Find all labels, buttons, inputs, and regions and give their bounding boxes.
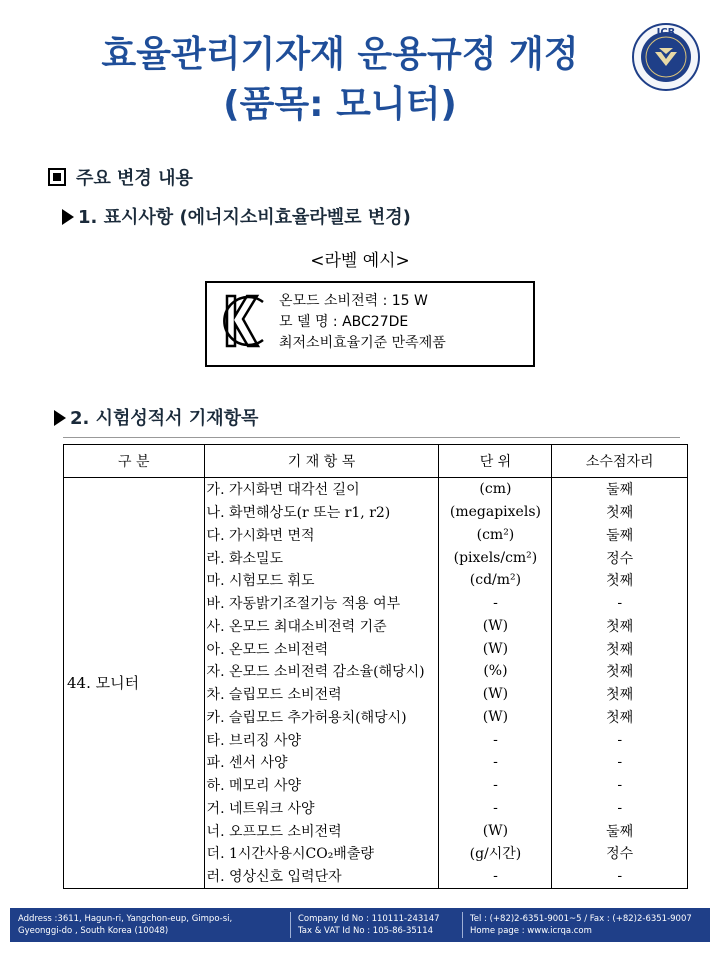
decimal-cell: 정수 <box>552 546 688 569</box>
decimal-cell: - <box>552 774 688 797</box>
unit-cell: (W) <box>439 706 552 729</box>
decimal-cell: - <box>552 865 688 888</box>
item-cell: 거. 네트워크 사양 <box>204 797 439 820</box>
decimal-cell: 첫째 <box>552 660 688 683</box>
decimal-cell: 둘째 <box>552 524 688 547</box>
item-cell: 바. 자동밝기조절기능 적용 여부 <box>204 592 439 615</box>
label-line-compliance: 최저소비효율기준 만족제품 <box>279 335 446 351</box>
decimal-cell: 첫째 <box>552 706 688 729</box>
decimal-cell: 정수 <box>552 842 688 865</box>
header-category: 구 분 <box>64 445 205 478</box>
unit-cell: (W) <box>439 615 552 638</box>
unit-cell: - <box>439 751 552 774</box>
energy-label-example <box>205 281 535 367</box>
unit-cell: (W) <box>439 683 552 706</box>
item-cell: 차. 슬립모드 소비전력 <box>204 683 439 706</box>
footer-divider <box>462 912 463 938</box>
unit-cell: (cd/m²) <box>439 569 552 592</box>
item-cell: 타. 브리징 사양 <box>204 728 439 751</box>
checkbox-square-icon <box>48 168 66 186</box>
decimal-cell: 둘째 <box>552 819 688 842</box>
logo-text: ICR <box>656 27 676 38</box>
decimal-cell: 첫째 <box>552 637 688 660</box>
footer-tel-fax: Tel : (+82)2-6351-9001~5 / Fax : (+82)2-6351-9007 <box>470 914 692 924</box>
label-line-model: 모 델 명 : ABC27DE <box>279 314 409 330</box>
item-cell: 아. 온모드 소비전력 <box>204 637 439 660</box>
unit-cell: (megapixels) <box>439 501 552 524</box>
triangle-bullet-icon <box>54 410 66 426</box>
item-cell: 카. 슬립모드 추가허용치(해당시) <box>204 706 439 729</box>
footer-homepage: Home page : www.icrqa.com <box>470 926 592 936</box>
decimal-cell: 첫째 <box>552 569 688 592</box>
decimal-cell: - <box>552 592 688 615</box>
section-2-label: 2. 시험성적서 기재항목 <box>70 408 259 429</box>
unit-cell: - <box>439 774 552 797</box>
divider <box>63 437 680 438</box>
table-row <box>64 478 688 501</box>
footer-company-id: Company Id No : 110111-243147 <box>298 914 440 924</box>
unit-cell: (cm²) <box>439 524 552 547</box>
item-cell: 러. 영상신호 입력단자 <box>204 865 439 888</box>
decimal-cell: 첫째 <box>552 615 688 638</box>
header-unit: 단 위 <box>439 445 552 478</box>
unit-cell: - <box>439 797 552 820</box>
item-cell: 다. 가시화면 면적 <box>204 524 439 547</box>
unit-cell: (%) <box>439 660 552 683</box>
header-item: 기 재 항 목 <box>204 445 439 478</box>
item-cell: 라. 화소밀도 <box>204 546 439 569</box>
item-cell: 마. 시험모드 휘도 <box>204 569 439 592</box>
triangle-bullet-icon <box>62 209 74 225</box>
table-header-row <box>64 445 688 478</box>
decimal-cell: - <box>552 751 688 774</box>
item-cell: 자. 온모드 소비전력 감소율(해당시) <box>204 660 439 683</box>
item-cell: 너. 오프모드 소비전력 <box>204 819 439 842</box>
test-report-items-table <box>63 444 688 889</box>
decimal-cell: - <box>552 728 688 751</box>
footer-divider <box>290 912 291 938</box>
header-decimal: 소수점자리 <box>552 445 688 478</box>
icr-logo-icon <box>631 22 701 92</box>
decimal-cell: 둘째 <box>552 478 688 501</box>
item-cell: 하. 메모리 사양 <box>204 774 439 797</box>
item-cell: 파. 센서 사양 <box>204 751 439 774</box>
title-line-1: 효율관리기자재 운용규정 개정 <box>101 34 579 75</box>
kc-mark-icon <box>221 292 267 352</box>
unit-cell: (g/시간) <box>439 842 552 865</box>
item-cell: 더. 1시간사용시CO₂배출량 <box>204 842 439 865</box>
item-cell: 사. 온모드 최대소비전력 기준 <box>204 615 439 638</box>
unit-cell: - <box>439 592 552 615</box>
decimal-cell: - <box>552 797 688 820</box>
footer <box>10 908 710 942</box>
title-line-2: (품목: 모니터) <box>223 84 457 125</box>
item-cell: 가. 가시화면 대각선 길이 <box>204 478 439 501</box>
section-main-label: 주요 변경 내용 <box>76 168 193 189</box>
unit-cell: (pixels/cm²) <box>439 546 552 569</box>
page-title <box>40 30 640 130</box>
unit-cell: (W) <box>439 637 552 660</box>
section-1-label: 1. 표시사항 (에너지소비효율라벨로 변경) <box>78 207 411 228</box>
section-1-heading <box>62 203 411 229</box>
unit-cell: - <box>439 865 552 888</box>
footer-address-2: Gyeonggi-do , South Korea (10048) <box>18 926 169 936</box>
decimal-cell: 첫째 <box>552 501 688 524</box>
item-cell: 나. 화면해상도(r 또는 r1, r2) <box>204 501 439 524</box>
footer-address-1: Address :3611, Hagun-ri, Yangchon-eup, Gimpo-si, <box>18 914 233 924</box>
unit-cell: (cm) <box>439 478 552 501</box>
section-main-heading <box>48 164 193 190</box>
decimal-cell: 첫째 <box>552 683 688 706</box>
section-2-heading <box>54 404 258 430</box>
label-line-power: 온모드 소비전력 : 15 W <box>279 293 428 309</box>
label-example-caption: <라벨 예시> <box>310 251 410 271</box>
unit-cell: - <box>439 728 552 751</box>
unit-cell: (W) <box>439 819 552 842</box>
footer-tax-id: Tax & VAT Id No : 105-86-35114 <box>298 926 434 936</box>
category-cell: 44. 모니터 <box>64 478 205 889</box>
